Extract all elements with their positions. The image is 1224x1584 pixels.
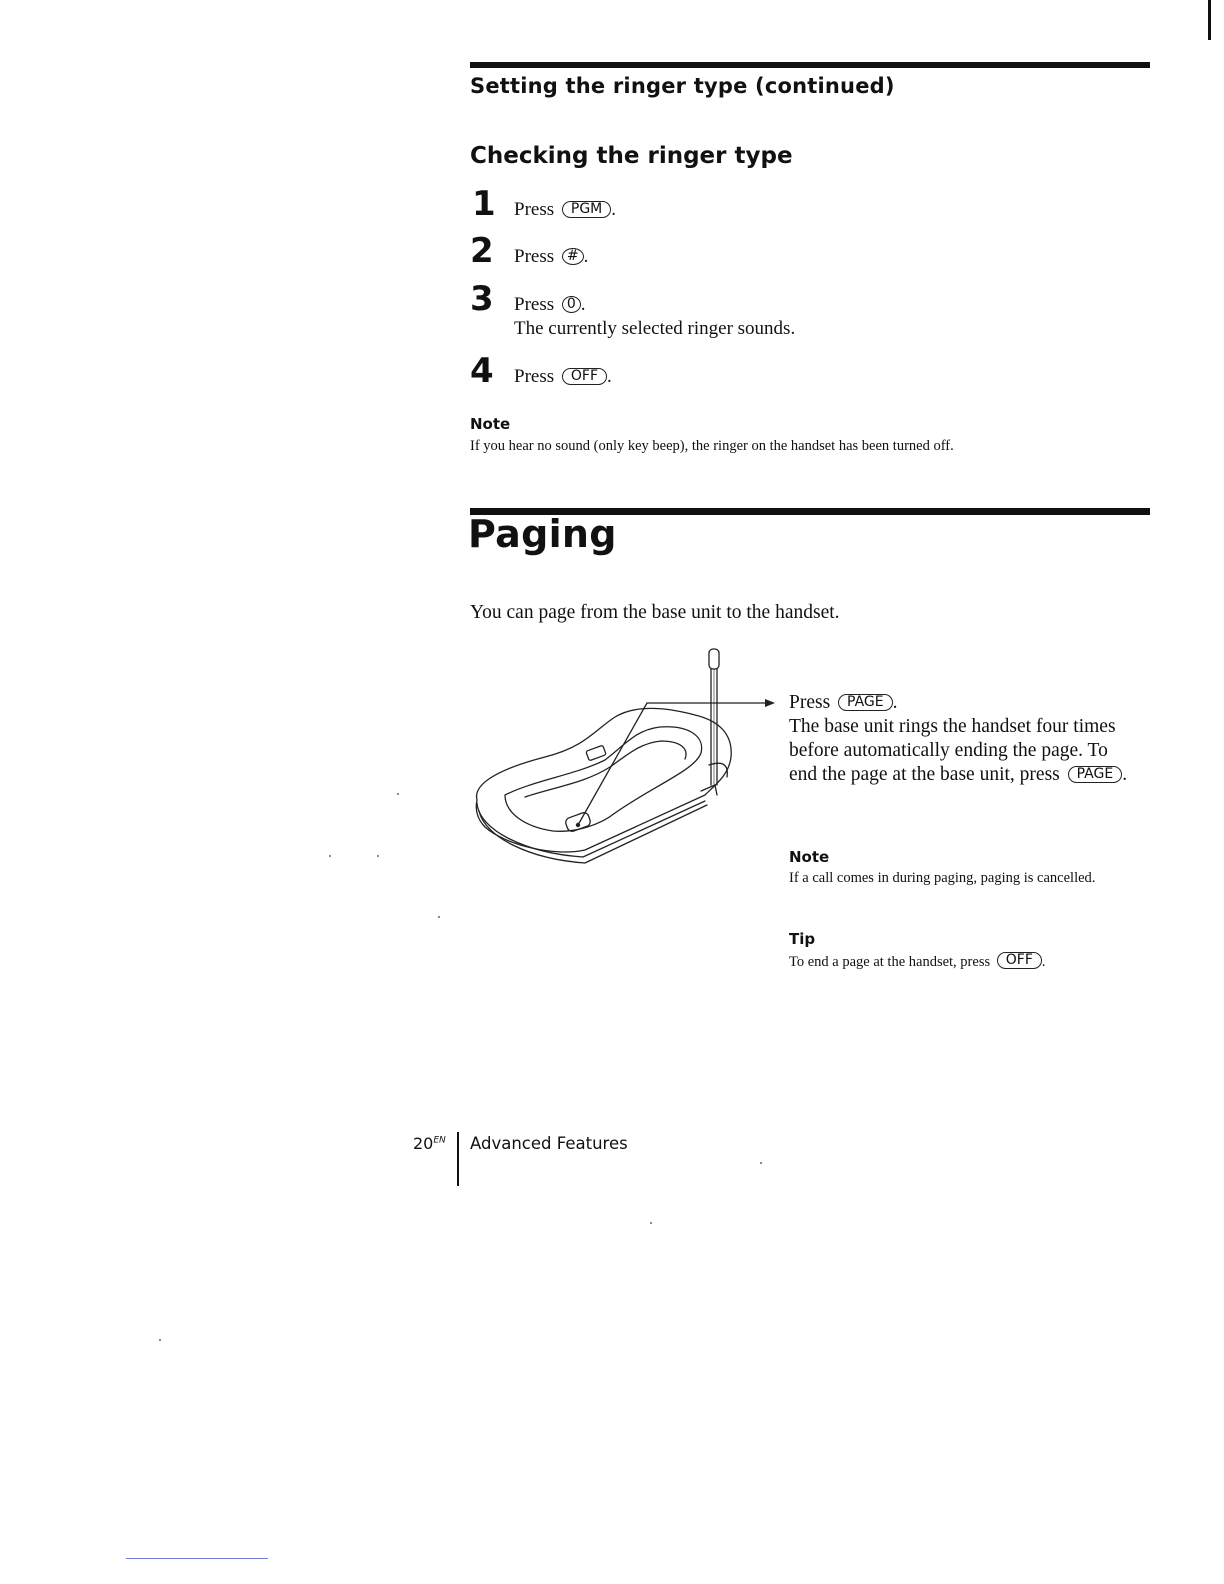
tip-text: To end a page at the handset, press [789, 954, 991, 970]
tip-off-key: OFF [997, 952, 1042, 969]
press-page-line: Press PAGE . [789, 692, 898, 713]
paging-desc-text: The base unit rings the handset four times before automatically ending the page. To end the page at the base unit, [789, 716, 1116, 785]
page-number-suffix: EN [433, 1135, 446, 1146]
page-key: PAGE [838, 694, 893, 711]
page-number [413, 1134, 446, 1153]
press-word-2: press [1019, 764, 1060, 785]
step-3-text: Press [514, 294, 555, 315]
step-2-number: 2 [470, 231, 494, 271]
note-1-text: If you hear no sound (only key beep), the ringer on the handset has been turned off. [470, 438, 954, 454]
zero-key: 0 [562, 296, 581, 313]
step-2-period: . [583, 246, 589, 267]
step-2-text: Press [514, 246, 555, 267]
note-2-text: If a call comes in during paging, paging is cancelled. [789, 870, 1096, 886]
note-2-label: Note [789, 848, 830, 866]
step-3-number: 3 [470, 279, 494, 319]
scan-speck [650, 1222, 652, 1224]
scan-speck [438, 916, 440, 918]
section-header: Setting the ringer type (continued) [470, 74, 895, 98]
subsection-title: Checking the ringer type [470, 143, 793, 169]
leader-dot [576, 823, 580, 827]
step-4-number: 4 [470, 351, 494, 391]
step-1 [514, 198, 616, 222]
bottom-line [126, 1558, 268, 1559]
step-2 [514, 245, 588, 269]
scan-speck [760, 1162, 762, 1164]
press-word: Press [789, 692, 831, 713]
paging-description: The base unit rings the handset four times before automatically ending the page. To end the page at the base unit, press PAGE . [789, 716, 1128, 785]
chapter-name: Advanced Features [470, 1134, 628, 1153]
paging-intro: You can page from the base unit to the handset. [470, 602, 840, 623]
base-unit-illustration [465, 645, 785, 875]
scan-speck [159, 1339, 161, 1341]
page-button [564, 811, 591, 832]
page-number-value: 20 [413, 1134, 434, 1153]
hash-key: # [562, 248, 584, 265]
top-rule [470, 62, 1150, 68]
step-3-period: . [580, 294, 586, 315]
step-4 [514, 365, 612, 389]
step-1-number: 1 [472, 184, 496, 224]
step-1-text: Press [514, 199, 555, 220]
scan-speck [377, 855, 379, 857]
note-1-label: Note [470, 415, 511, 433]
paging-title: Paging [468, 512, 617, 556]
antenna-tip [709, 649, 719, 669]
edge-mark [1208, 0, 1211, 40]
pgm-key: PGM [562, 201, 611, 218]
arrow-head [765, 699, 775, 707]
tip-label: Tip [789, 930, 816, 948]
step-1-period: . [611, 199, 616, 220]
step-4-text: Press [514, 366, 555, 387]
step-3-result: The currently selected ringer sounds. [514, 318, 796, 339]
scan-speck [329, 855, 331, 857]
off-key: OFF [562, 368, 607, 385]
page-key-2: PAGE [1068, 766, 1123, 783]
step-4-period: . [607, 366, 612, 387]
footer-divider [457, 1132, 459, 1186]
step-3 [514, 293, 795, 341]
scan-speck [397, 793, 399, 795]
tip-line: To end a page at the handset, press OFF . [789, 952, 1046, 970]
